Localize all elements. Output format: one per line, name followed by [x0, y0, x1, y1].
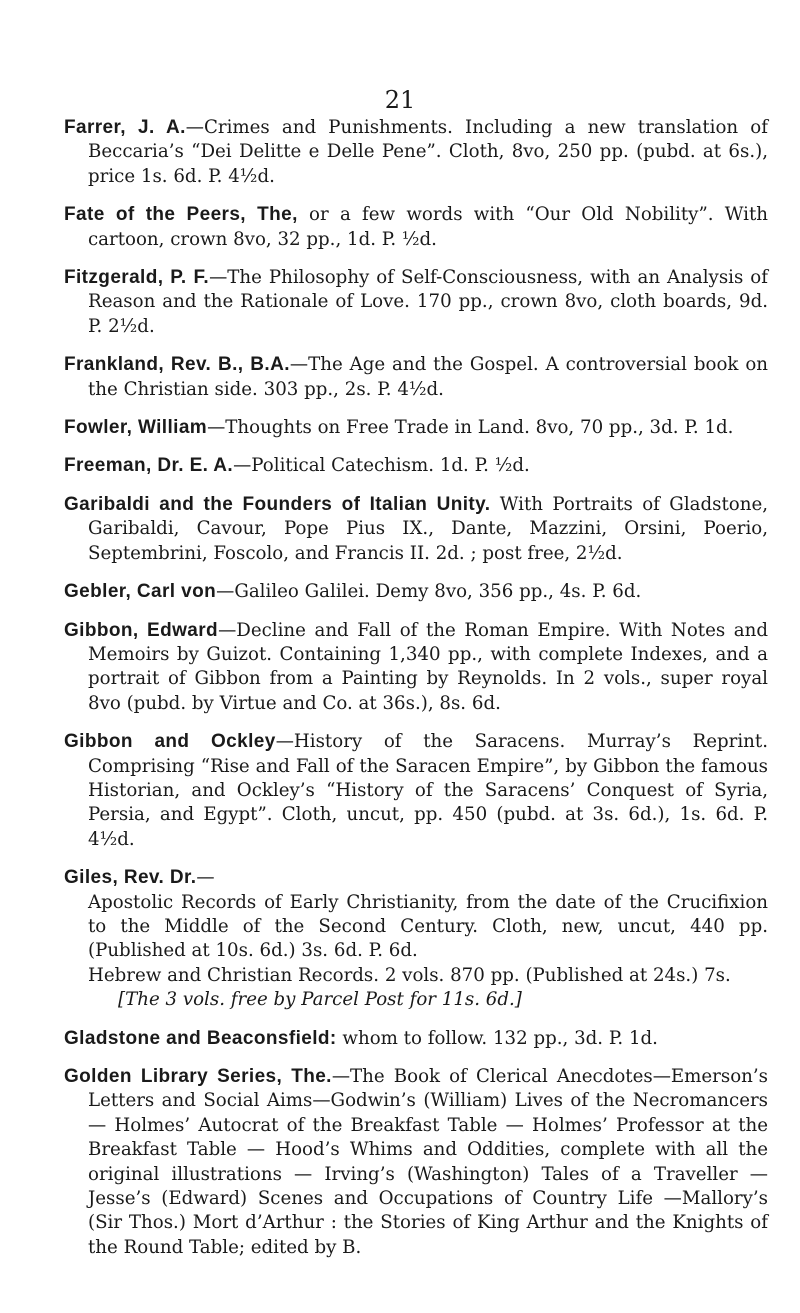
entry-heading: Freeman, Dr. E. A. [64, 455, 234, 477]
entry-text: —The Book of Clerical Anecdotes—Emerson’s Letters and Social Aims—Godwin’s (William) Lives of the Necromancers — Holmes’ Autocrat of the Breakfast Table — Holmes’ Professor at the Breakfast Table — Hood’s Whims and Oddities, complete with all the original illustrations — Irving’s (Washington) Tales of a Traveller — Jesse’s (Edward) Scenes and Occupations of Country Life —Mallory’s (Sir Thos.) Mort d’Arthur : the Stories of King Arthur and the Knights of the Round Table; edited by B. [88, 1066, 768, 1258]
page-number: 21 [384, 86, 416, 114]
catalogue-entry [64, 1027, 768, 1051]
entry-text: —Crimes and Punishments. Including a new translation of Beccaria’s “Dei Delitte e Delle Pene”. Cloth, 8vo, 250 pp. (pubd. at 6s.), price 1s. 6d. P. 4½d. [88, 117, 768, 187]
entry-text: —Political Catechism. 1d. P. ½d. [233, 455, 530, 477]
entry-heading: Fitzgerald, P. F. [64, 267, 210, 289]
entry-text: —The Philosophy of Self-Consciousness, with an Analysis of Reason and the Rationale of Love. 170 pp., crown 8vo, cloth boards, 9d. P. 2½d. [88, 267, 768, 337]
entry-text: With Portraits of Gladstone, Garibaldi, Cavour, Pope Pius IX., Dante, Mazzini, Orsini, Poerio, Septembrini, Foscolo, and Francis II. 2d. ; post free, 2½d. [88, 493, 768, 564]
entry-heading: Garibaldi and the Founders of Italian Unity. [64, 493, 491, 515]
entry-heading: Golden Library Series, The. [64, 1066, 332, 1087]
entry-text: —The Age and the Gospel. A controversial book on the Christian side. 303 pp., 2s. P. 4½d. [88, 354, 769, 400]
entry-text: whom to follow. 132 pp., 3d. P. 1d. [336, 1027, 658, 1049]
entry-subline: Apostolic Records of Early Christianity, from the date of the Crucifixion to the Middle of the Second Century. Cloth, new, uncut, 440 pp. (Published at 10s. 6d.) 3s. 6d. P. 6d. [88, 891, 768, 962]
catalogue-entry [64, 454, 768, 478]
entry-text: — [196, 867, 215, 889]
entry-text: —Galileo Galilei. Demy 8vo, 356 pp., 4s. P. 6d. [216, 581, 642, 603]
catalogue-entry [64, 493, 768, 566]
catalogue-entry [64, 1065, 768, 1260]
catalogue-entry [64, 416, 768, 440]
entry-heading: Gibbon, Edward [64, 619, 219, 641]
entry-heading: Farrer, J. A. [64, 117, 186, 138]
entry-heading: Frankland, Rev. B., B.A. [64, 354, 290, 376]
catalogue-entry [64, 580, 768, 604]
catalogue-entry [64, 203, 768, 252]
entry-heading: Gibbon and Ockley [64, 731, 276, 753]
catalogue-entry [64, 353, 768, 402]
catalogue-entries [64, 116, 768, 1274]
entry-heading: Fate of the Peers, The, [64, 204, 298, 226]
catalogue-entry [64, 866, 768, 1012]
entry-heading: Fowler, William [64, 417, 208, 439]
entry-text: —Decline and Fall of the Roman Empire. With Notes and Memoirs by Guizot. Containing 1,340 pp., with complete Indexes, and a portrait of Gibbon from a Painting by Reynolds. In 2 vols., super royal 8vo (pubd. by Virtue and Co. at 36s.), 8s. 6d. [88, 619, 768, 714]
catalogue-entry [64, 266, 768, 339]
entry-note: [The 3 vols. free by Parcel Post for 11s. 6d.] [118, 989, 522, 1011]
catalogue-entry [64, 619, 768, 717]
catalogue-entry [64, 730, 768, 852]
entry-subline: Hebrew and Christian Records. 2 vols. 870 pp. (Published at 24s.) 7s. [88, 964, 731, 986]
entry-heading: Giles, Rev. Dr. [64, 867, 197, 889]
entry-text: or a few words with “Our Old Nobility”. With cartoon, crown 8vo, 32 pp., 1d. P. ½d. [88, 204, 768, 250]
catalogue-entry [64, 116, 768, 189]
entry-heading: Gebler, Carl von [64, 581, 217, 603]
entry-heading: Gladstone and Beaconsfield: [64, 1027, 337, 1049]
entry-text: —Thoughts on Free Trade in Land. 8vo, 70 pp., 3d. P. 1d. [207, 417, 734, 439]
entry-text: —History of the Saracens. Murray’s Reprint. Comprising “Rise and Fall of the Saracen Empire”, by Gibbon the famous Historian, and Ockley’s “History of the Saracens’ Conquest of Syria, Persia, and Egypt”. Cloth, uncut, pp. 450 (pubd. at 3s. 6d.), 1s. 6d. P. 4½d. [88, 731, 768, 850]
